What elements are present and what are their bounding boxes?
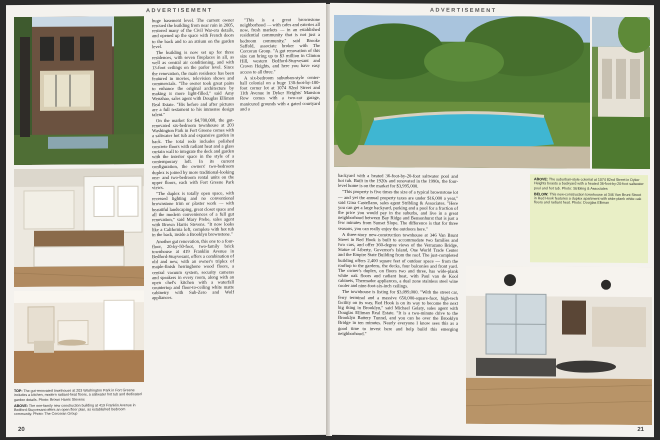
article-column-left-1 xyxy=(152,18,234,302)
caption-below-label: BELOW: xyxy=(534,192,549,197)
paragraph: The building is now set up for three residences, with seven fireplaces in all, as well as central air conditioning, and with 13-foot ceilings on the parlor level. Since the renovation, the main residence has been featured in movies, television shows and commercials. "The owner took great pains to enhance the original architecture by making it more light-filled," said Amy Wenzhao, sales agent with Douglas Elliman Real Estate. "His before and after pictures are a full testament to his immense design talent." xyxy=(152,49,234,117)
paragraph: A three-story new-construction townhouse at 346 Van Brunt Street in Red Hook is built to accommodate two families and two cars, and offer 360-degree views of the Verrazano Bridge, Statue of Liberty, Governor's Island, One World Trade Center and the Empire State Building from the roof. The just-completed building offers 2,400 square feet of outdoor space — from the rooftop to the gardens, the decks, four balconies and front yard. The owner's duplex, on floors two and three, has wide-plank white oak floors and radiant heat, with Paul van de Kool cabinets, Thermador appliances, a dual zone stainless steel wine cooler and nine-foot-six-inch ceilings. xyxy=(338,231,458,289)
townhouse-exterior-photo xyxy=(14,16,144,165)
paragraph: backyard with a heated 36-foot-by-20-foot saltwater pool and hot tub. Built in the 1920s and renovated in the 1990s, the four-level home is on the market for $3,995,000. xyxy=(338,172,458,189)
caption-above-label: ABOVE: xyxy=(14,403,28,408)
article-column-left-2 xyxy=(240,17,320,112)
paragraph: On the market for $4,700,000, the gut-renovated six-bedroom townhouse at 203 Washington Park in Fort Greene comes with a saltwater hot tub and expansive garden in back. The total redo includes polished concrete floors with radiant heat and a glass curtain wall to integrate the deck and garden with the interior space in the style of a contemporary loft. In its current configuration, the owners' two-bedroom duplex is joined by more traditional-looking one- and two-bedroom rental units on the upper floors, each with Fort Greene Park views. xyxy=(152,117,234,191)
article-column-right-1 xyxy=(338,173,458,338)
caption-top-label: TOP: xyxy=(14,389,23,394)
caption-above-text: The one-family new construction building at 419 Franklin Avenue in Bedford-Stuyvesant offers an open floor plan, as established bedroom community. Photo: The Corcoran Group xyxy=(14,403,136,417)
caption-above-label: ABOVE: xyxy=(534,177,548,182)
caption-top-text: The gut-renovated townhouse at 203 Washington Park in Fort Greene includes a kitchen, modern radiant-heat floors, a saltwater hot tub and dedicated garden details. Photo: Brown Harris Stevens xyxy=(14,388,142,402)
great-room-photo xyxy=(466,266,652,425)
caption-above-text: The suburban-style colonial at 1074 82nd Street in Dyker Heights boasts a backyard with a heated 36-foot-by-20-foot saltwater pool and hot tub. Photo: Stribling & Associates xyxy=(534,177,644,191)
living-room-photo xyxy=(14,290,144,383)
page-number-right: 21 xyxy=(637,427,644,434)
right-photo-captions xyxy=(530,174,648,263)
kitchen-photo xyxy=(14,168,144,287)
paragraph: A six-bedroom suburban-style center-hall colonial on a huge 130-foot-by-100-foot corner lot at 1074 82nd Street and 11th Avenue in Dyker Heights' Mansion Row comes with a two-car garage, manicured grounds with a gated courtyard and a xyxy=(240,74,320,112)
page-number-left: 20 xyxy=(18,426,25,434)
pool-garden-photo xyxy=(334,15,590,169)
paragraph: huge basement level. The current owner rescued the building from near ruin in 2005, restored many of the Civil War-era details, and opened up the space with French doors to the back and to an atrium on the garden level. xyxy=(152,17,234,49)
left-page xyxy=(6,3,326,437)
left-photo-captions xyxy=(14,388,144,419)
paragraph: "This is a great brownstone neighborhood — with cafes and eateries all now, fresh markets — in an established residential community that is not just a bedroom community," said Brooke Saffold, associate broker with The Corcoran Group. "A gut renovation of this size can bring up to $3 million in Clinton Hill, western Bedford-Stuyvesant and Crown Heights, and here you have easy access to all three." xyxy=(240,16,320,75)
paragraph: The townhouse is listing for $3,099,000. "With the street car, ferry terminal and a massive 650,000-square-foot, high-tech facility on its way, Red Hook is on its way to become the next big thing in Brooklyn," said Michael Gelaty, sales agent with Douglas Elliman Real Estate. "It is a two-minute drive to the Brooklyn Battery Tunnel, and you can be over the Brooklyn Bridge in ten minutes. Nearly everyone I know sees this as a good time to invest here and help build this emerging neighborhood." xyxy=(338,289,458,336)
running-head-left: ADVERTISEMENT xyxy=(146,7,213,15)
right-page xyxy=(330,3,654,437)
running-head-right: ADVERTISEMENT xyxy=(430,7,497,15)
paragraph: Another gut renovation, this one to a four-floor, 20-by-50-foot, two-family brick townhouse at 419 Franklin Avenue in Bedford-Stuyvesant, offers a combination of old and new, with an owner's triplex of maple-finish herringbone wood floors, a central vacuum system, security cameras and speakers in every room, along with an open chef's kitchen with a waterfall countertop and floor-to-ceiling white matte cabinetry with Sub-Zero and Wolf appliances. xyxy=(152,238,234,301)
veranda-photo xyxy=(592,17,650,169)
caption-below-text: This new-construction townhouse at 346 Van Brunt Street in Red Hook features a duplex apartment with wide-plank white oak floors and radiant heat. Photo: Douglas Elliman xyxy=(534,192,642,206)
paragraph: "The duplex is totally open space, with recessed lighting and no conventional brownstone trim or plaster work — with beautiful landscaping, great closet space and all the modern conveniences of a full gut renovation," said Mary Prebe, sales agent with Brown Harris Stevens. "It now looks like a California loft, complete with hot tub in the back, inside a Brooklyn brownstone." xyxy=(152,190,234,238)
paragraph: "This property is five times the size of a typical brownstone lot — and yet the annual property taxes are under $16,000 a year," said Gina Castellano, sales agent Stribling & Associates. "Here you can get a large backyard, parking and a pool for a fraction of the price you would pay in the suburbs, and live in a great neighborhood between Bay Ridge and Bensonhurst that is just a few minutes from Sunset Slope. The difference is that for three seasons, you can really enjoy the outdoors here." xyxy=(338,189,458,232)
